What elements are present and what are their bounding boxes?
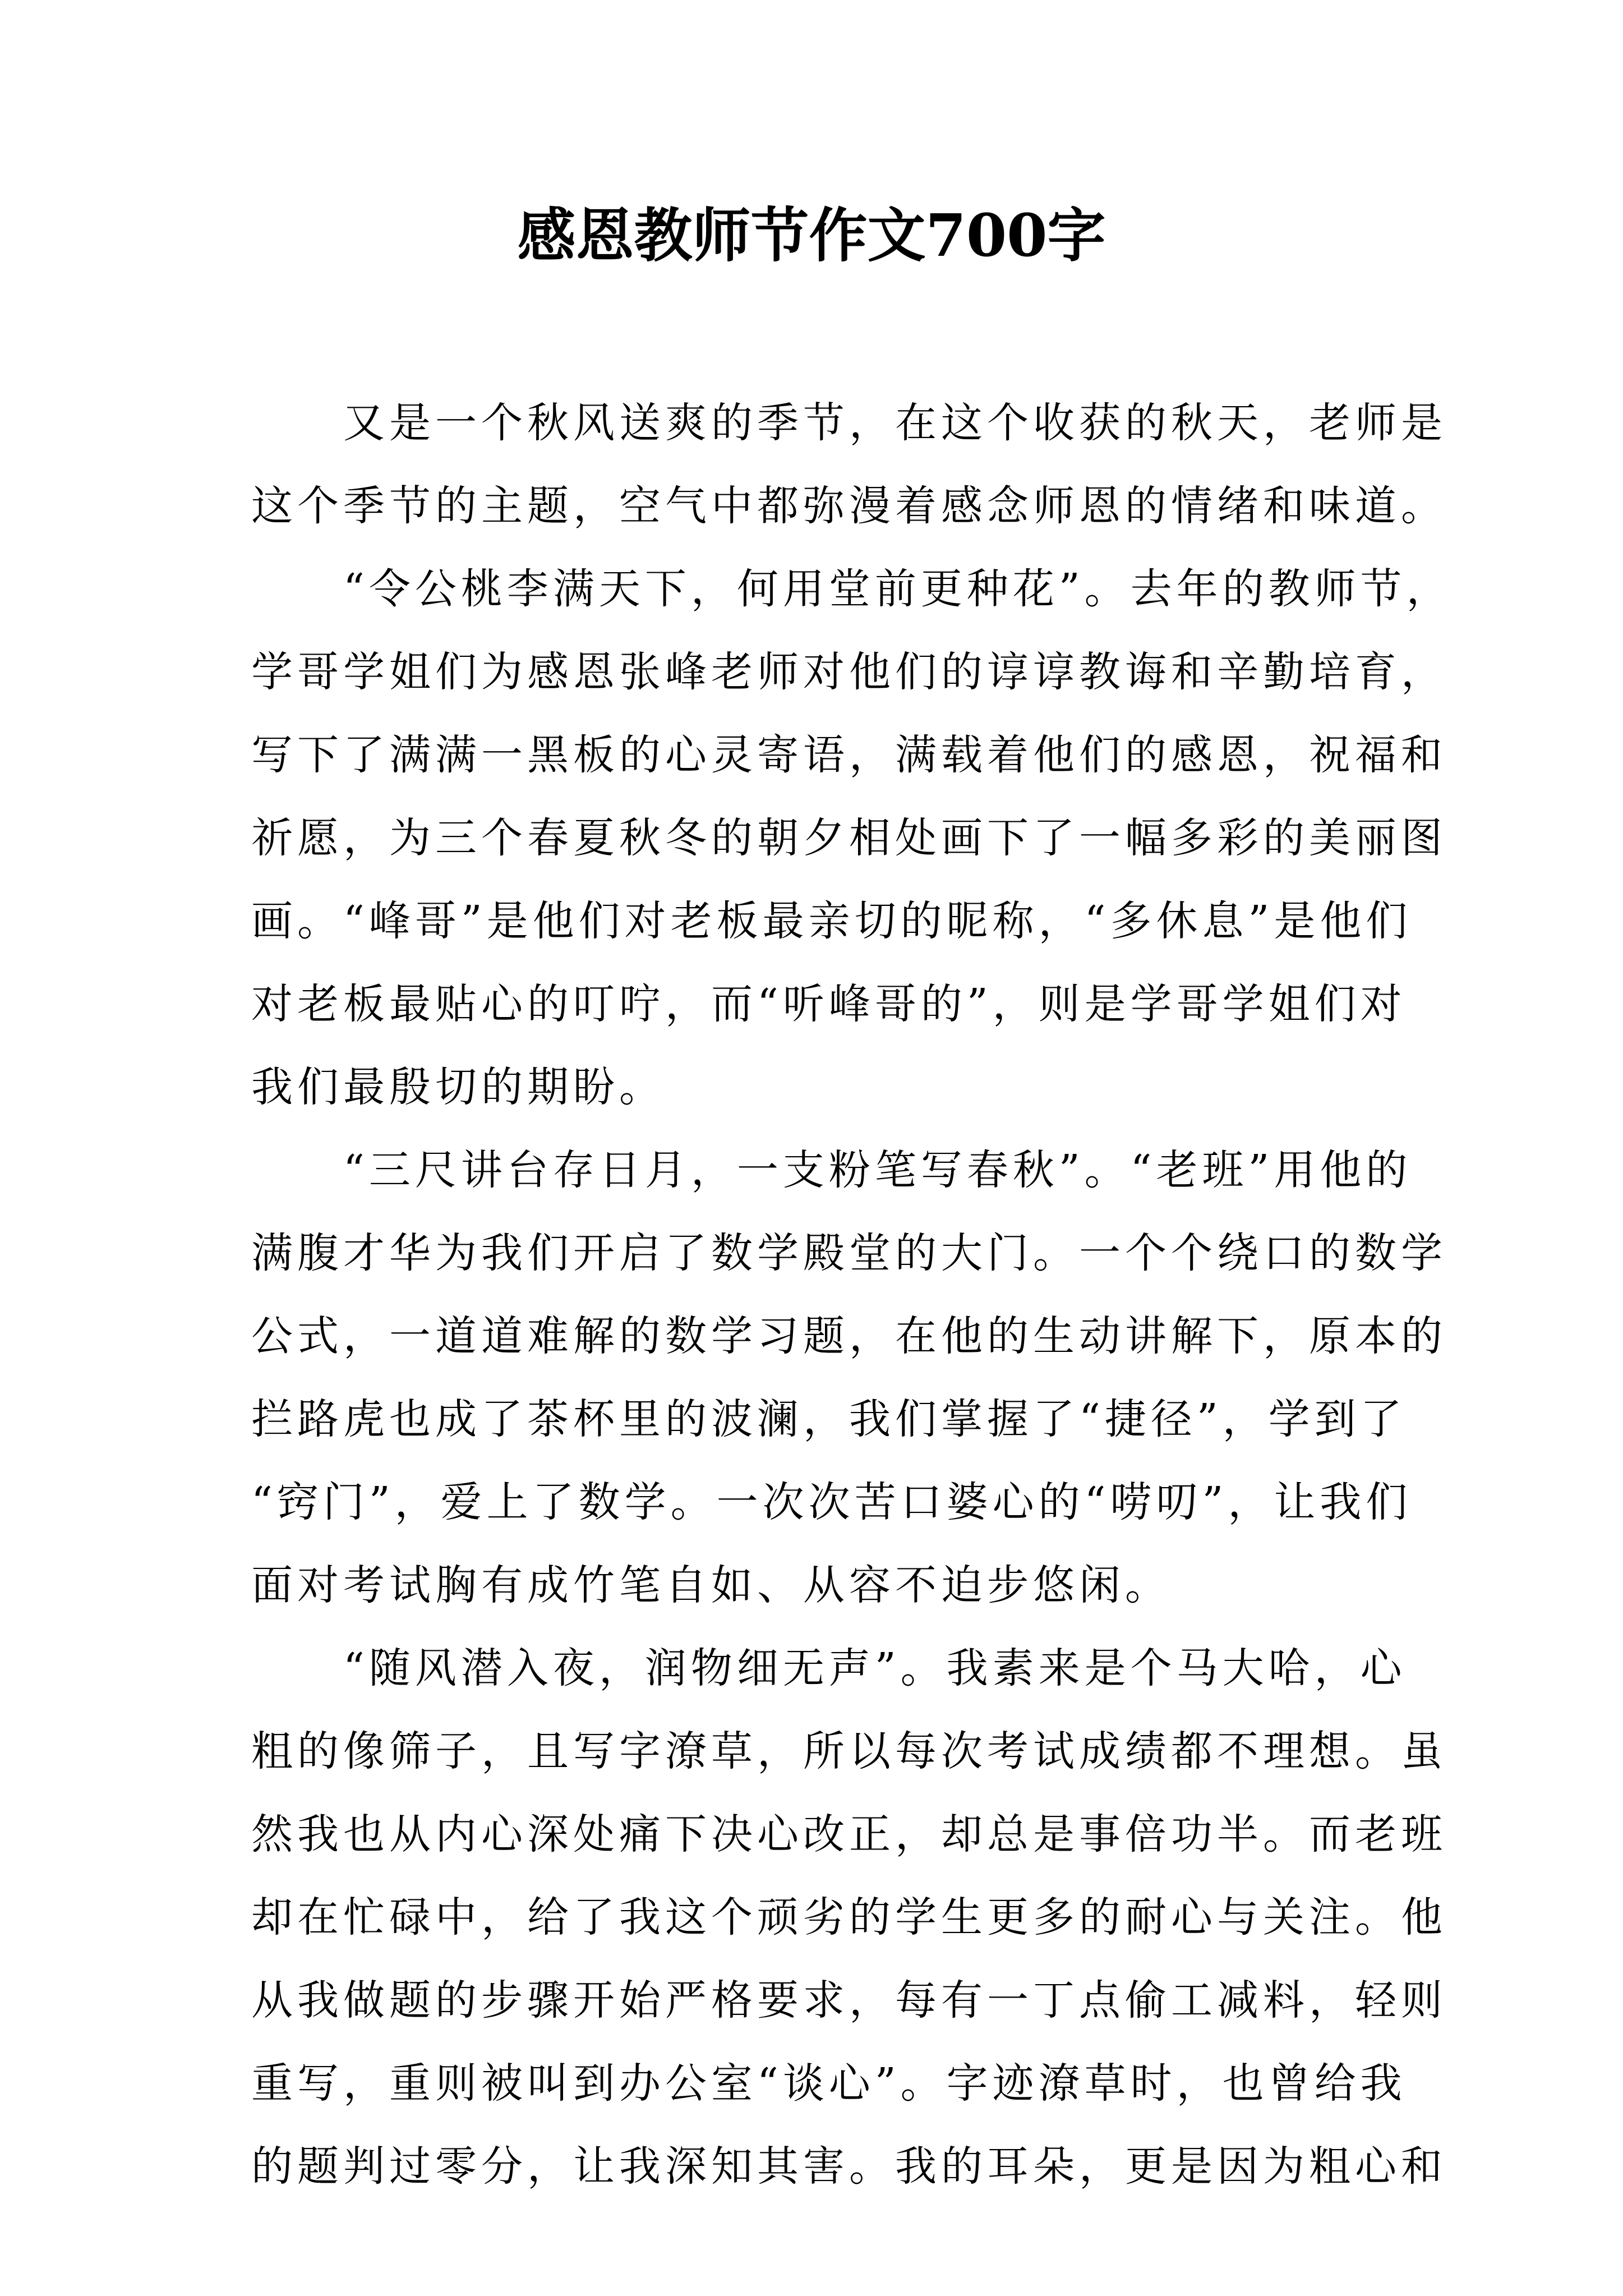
text-line: “三尺讲台存日月，一支粉笔写春秋”。“老班”用他的 xyxy=(251,1146,1412,1194)
text-line: 学哥学姐们为感恩张峰老师对他们的谆谆教诲和辛勤培育， xyxy=(251,648,1447,696)
document-body xyxy=(251,381,1453,2208)
text-line: 画。“峰哥”是他们对老板最亲切的昵称，“多休息”是他们 xyxy=(251,897,1412,945)
document-title: 感恩教师节作文700字 xyxy=(517,201,1106,270)
text-line: 然我也从内心深处痛下决心改正，却总是事倍功半。而老班 xyxy=(251,1810,1447,1858)
text-line: 的题判过零分，让我深知其害。我的耳朵，更是因为粗心和 xyxy=(251,2142,1447,2191)
text-line: 重写，重则被叫到办公室“谈心”。字迹潦草时，也曾给我 xyxy=(251,2059,1407,2108)
text-line: 满腹才华为我们开启了数学殿堂的大门。一个个绕口的数学 xyxy=(251,1229,1447,1277)
text-line: “窍门”，爱上了数学。一次次苦口婆心的“唠叨”，让我们 xyxy=(251,1478,1412,1526)
text-line: 我们最殷切的期盼。 xyxy=(251,1063,665,1111)
text-line: 面对考试胸有成竹笔自如、从容不迫步悠闲。 xyxy=(251,1561,1171,1609)
text-line: 拦路虎也成了茶杯里的波澜，我们掌握了“捷径”，学到了 xyxy=(251,1395,1407,1443)
text-line: “令公桃李满天下，何用堂前更种花”。去年的教师节， xyxy=(251,565,1453,613)
text-line: 祈愿，为三个春夏秋冬的朝夕相处画下了一幅多彩的美丽图 xyxy=(251,814,1447,862)
text-line: 这个季节的主题，空气中都弥漫着感念师恩的情绪和味道。 xyxy=(251,482,1447,530)
text-line: 又是一个秋风送爽的季节，在这个收获的秋天，老师是 xyxy=(251,399,1447,447)
text-line: 对老板最贴心的叮咛，而“听峰哥的”，则是学哥学姐们对 xyxy=(251,980,1407,1028)
text-line: “随风潜入夜，润物细无声”。我素来是个马大哈，心 xyxy=(251,1644,1407,1692)
text-line: 公式，一道道难解的数学习题，在他的生动讲解下，原本的 xyxy=(251,1312,1447,1360)
text-line: 却在忙碌中，给了我这个顽劣的学生更多的耐心与关注。他 xyxy=(251,1893,1447,1941)
text-line: 粗的像筛子，且写字潦草，所以每次考试成绩都不理想。虽 xyxy=(251,1727,1447,1775)
text-line: 写下了满满一黑板的心灵寄语，满载着他们的感恩，祝福和 xyxy=(251,731,1447,779)
text-line: 从我做题的步骤开始严格要求，每有一丁点偷工减料，轻则 xyxy=(251,1976,1447,2024)
